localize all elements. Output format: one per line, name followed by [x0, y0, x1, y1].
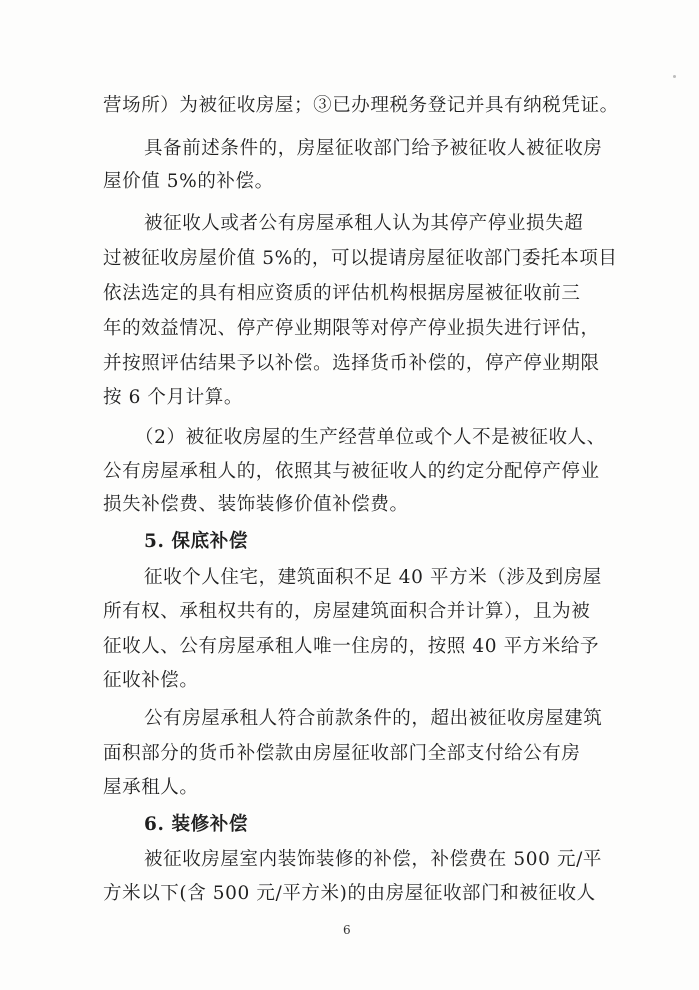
text-line: 方米以下(含 500 元/平方米)的由房屋征收部门和被征收人 — [103, 883, 596, 904]
text-line: 征收人、公有房屋承租人唯一住房的，按照 40 平方米给予 — [103, 636, 600, 657]
text-line: （2）被征收房屋的生产经营单位或个人不是被征收人、 — [135, 427, 606, 448]
text-line: 征收个人住宅，建筑面积不足 40 平方米（涉及到房屋 — [144, 567, 602, 588]
text-line: 所有权、承租权共有的，房屋建筑面积合并计算），且为被 — [103, 601, 591, 622]
text-line: 公有房屋承租人的，依照其与被征收人的约定分配停产停业 — [103, 461, 600, 482]
page-number: 6 — [343, 923, 351, 937]
section-heading: 6. 装修补偿 — [144, 814, 248, 835]
section-heading: 5. 保底补偿 — [144, 531, 248, 552]
text-line: 公有房屋承租人符合前款条件的，超出被征收房屋建筑 — [144, 708, 603, 729]
text-line: 过被征收房屋价值 5%的，可以提请房屋征收部门委托本项目 — [103, 248, 618, 269]
text-line: 被征收房屋室内装饰装修的补偿，补偿费在 500 元/平 — [144, 849, 603, 870]
text-line: 征收补偿。 — [103, 670, 199, 691]
text-line: 被征收人或者公有房屋承租人认为其停产停业损失超 — [144, 213, 584, 234]
text-line: 屋承租人。 — [103, 777, 199, 798]
text-line: 按 6 个月计算。 — [103, 387, 243, 408]
text-line: 营场所）为被征收房屋；③已办理税务登记并具有纳税凭证。 — [103, 95, 619, 116]
text-line: 并按照评估结果予以补偿。选择货币补偿的，停产停业期限 — [103, 353, 600, 374]
text-line: 具备前述条件的，房屋征收部门给予被征收人被征收房 — [144, 138, 603, 159]
text-line: 面积部分的货币补偿款由房屋征收部门全部支付给公有房 — [103, 743, 581, 764]
scan-speck — [673, 75, 676, 78]
text-line: 损失补偿费、装饰装修价值补偿费。 — [103, 494, 409, 515]
text-line: 依法选定的具有相应资质的评估机构根据房屋被征收前三 — [103, 283, 581, 304]
text-line: 屋价值 5%的补偿。 — [103, 171, 274, 192]
text-line: 年的效益情况、停产停业期限等对停产停业损失进行评估， — [103, 318, 600, 339]
